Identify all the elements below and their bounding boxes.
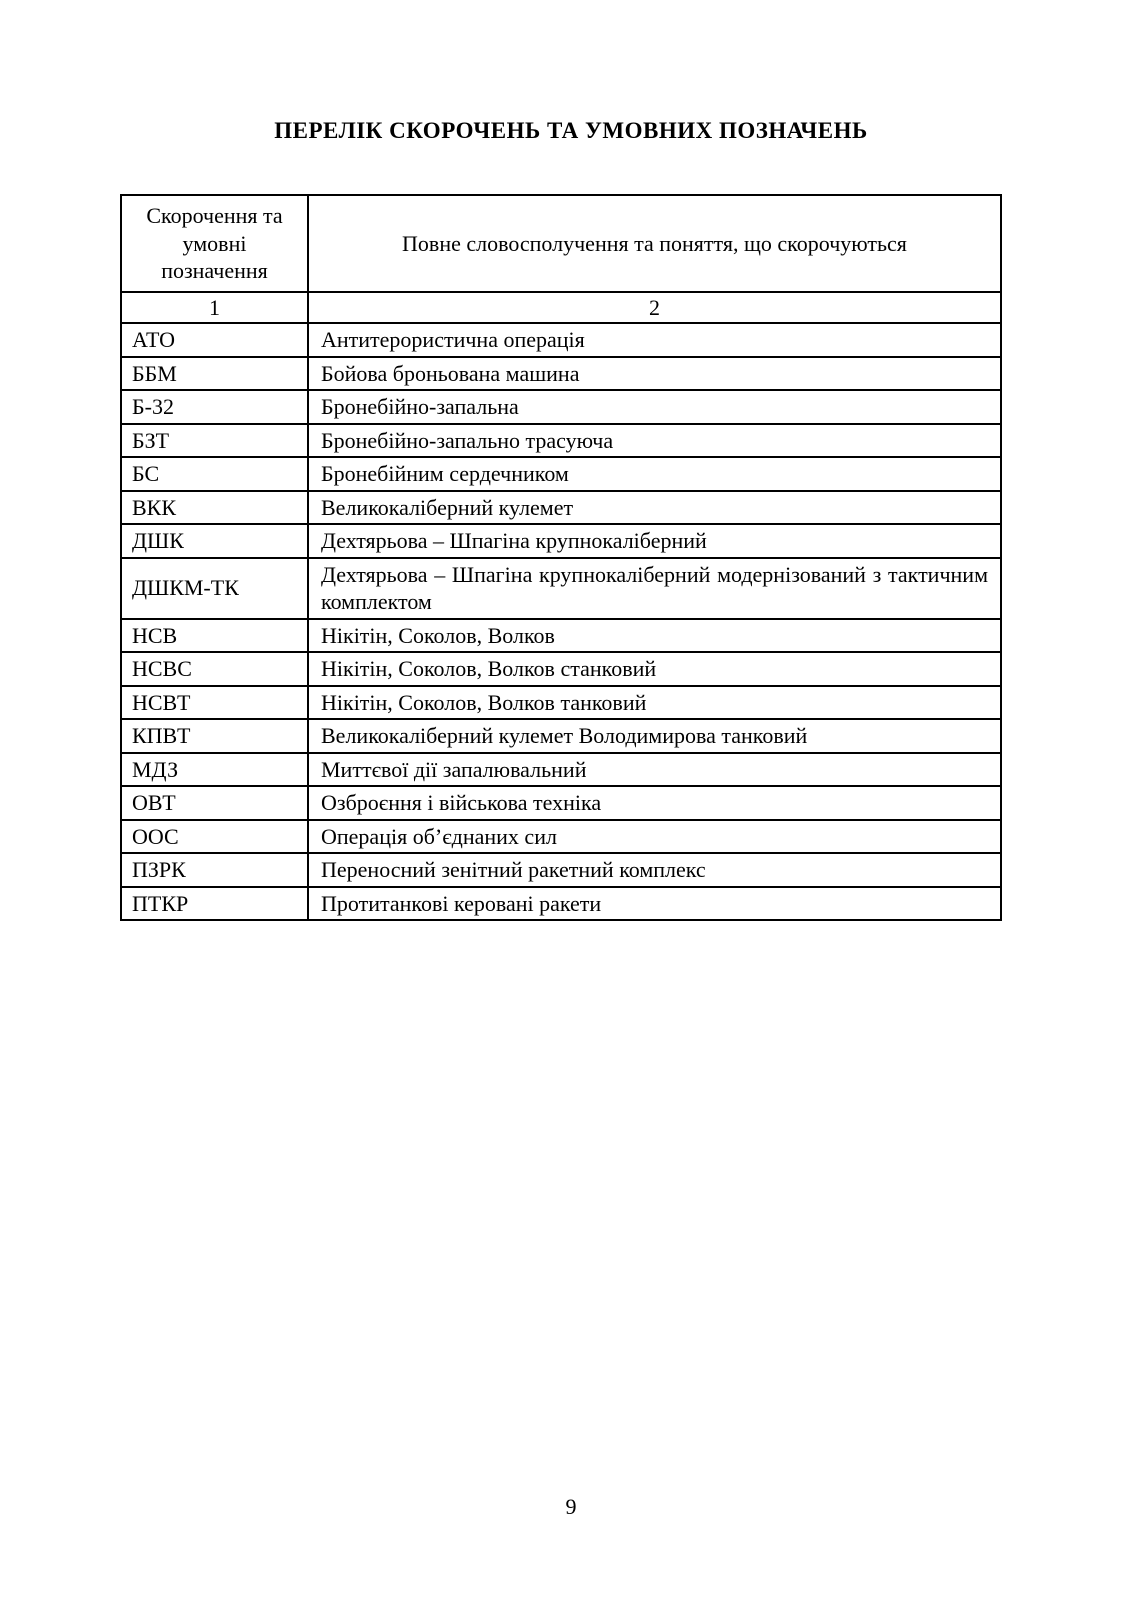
abbreviation-cell: ДШК [121, 524, 308, 558]
column-number-row [121, 292, 1001, 324]
table-row [121, 619, 1001, 653]
table-row [121, 686, 1001, 720]
table-row [121, 786, 1001, 820]
table-row [121, 357, 1001, 391]
page-number: 9 [565, 1494, 577, 1519]
abbreviations-table [120, 194, 1002, 921]
table-row [121, 558, 1001, 619]
table-row [121, 853, 1001, 887]
table-row [121, 491, 1001, 525]
table-row [121, 753, 1001, 787]
abbreviation-cell: БС [121, 457, 308, 491]
full-phrase-cell: Великокаліберний кулемет Володимирова танковий [308, 719, 1001, 753]
page-title: ПЕРЕЛІК СКОРОЧЕНЬ ТА УМОВНИХ ПОЗНАЧЕНЬ [274, 118, 868, 143]
full-phrase-cell: Нікітін, Соколов, Волков танковий [308, 686, 1001, 720]
full-phrase-cell: Миттєвої дії запалювальний [308, 753, 1001, 787]
column-header-full-phrase: Повне словосполучення та поняття, що скорочуються [308, 195, 1001, 292]
abbreviation-cell: ББМ [121, 357, 308, 391]
column-number-2: 2 [308, 292, 1001, 324]
full-phrase-cell: Великокаліберний кулемет [308, 491, 1001, 525]
full-phrase-cell: Озброєння і військова техніка [308, 786, 1001, 820]
table-row [121, 323, 1001, 357]
abbreviation-cell: НСВС [121, 652, 308, 686]
abbreviation-cell: БЗТ [121, 424, 308, 458]
table-body [121, 323, 1001, 920]
table-row [121, 719, 1001, 753]
column-header-abbreviation: Скорочення та умовні позначення [121, 195, 308, 292]
table-row [121, 457, 1001, 491]
table-row [121, 424, 1001, 458]
abbreviation-cell: АТО [121, 323, 308, 357]
full-phrase-cell: Дехтярьова – Шпагіна крупнокаліберний [308, 524, 1001, 558]
table-row [121, 390, 1001, 424]
full-phrase-cell: Операція об’єднаних сил [308, 820, 1001, 854]
table-row [121, 652, 1001, 686]
full-phrase-cell: Дехтярьова – Шпагіна крупнокаліберний модернізований з тактичним комплектом [308, 558, 1001, 619]
header-row [121, 195, 1001, 292]
full-phrase-cell: Бронебійним сердечником [308, 457, 1001, 491]
table-row [121, 524, 1001, 558]
full-phrase-cell: Нікітін, Соколов, Волков [308, 619, 1001, 653]
full-phrase-cell: Бронебійно-запальна [308, 390, 1001, 424]
full-phrase-cell: Нікітін, Соколов, Волков станковий [308, 652, 1001, 686]
abbreviation-cell: ДШКМ-ТК [121, 558, 308, 619]
table-row [121, 887, 1001, 921]
abbreviation-cell: ВКК [121, 491, 308, 525]
abbreviation-cell: ПТКР [121, 887, 308, 921]
abbreviation-cell: НСВ [121, 619, 308, 653]
abbreviation-cell: ОВТ [121, 786, 308, 820]
full-phrase-cell: Бронебійно-запально трасуюча [308, 424, 1001, 458]
table-header [121, 195, 1001, 323]
full-phrase-cell: Антитерористична операція [308, 323, 1001, 357]
full-phrase-cell: Бойова броньована машина [308, 357, 1001, 391]
table-row [121, 820, 1001, 854]
abbreviation-cell: НСВТ [121, 686, 308, 720]
full-phrase-cell: Протитанкові керовані ракети [308, 887, 1001, 921]
abbreviation-cell: Б-32 [121, 390, 308, 424]
abbreviation-cell: МДЗ [121, 753, 308, 787]
abbreviation-cell: КПВТ [121, 719, 308, 753]
full-phrase-cell: Переносний зенітний ракетний комплекс [308, 853, 1001, 887]
abbreviation-cell: ООС [121, 820, 308, 854]
abbreviation-cell: ПЗРК [121, 853, 308, 887]
column-number-1: 1 [121, 292, 308, 324]
